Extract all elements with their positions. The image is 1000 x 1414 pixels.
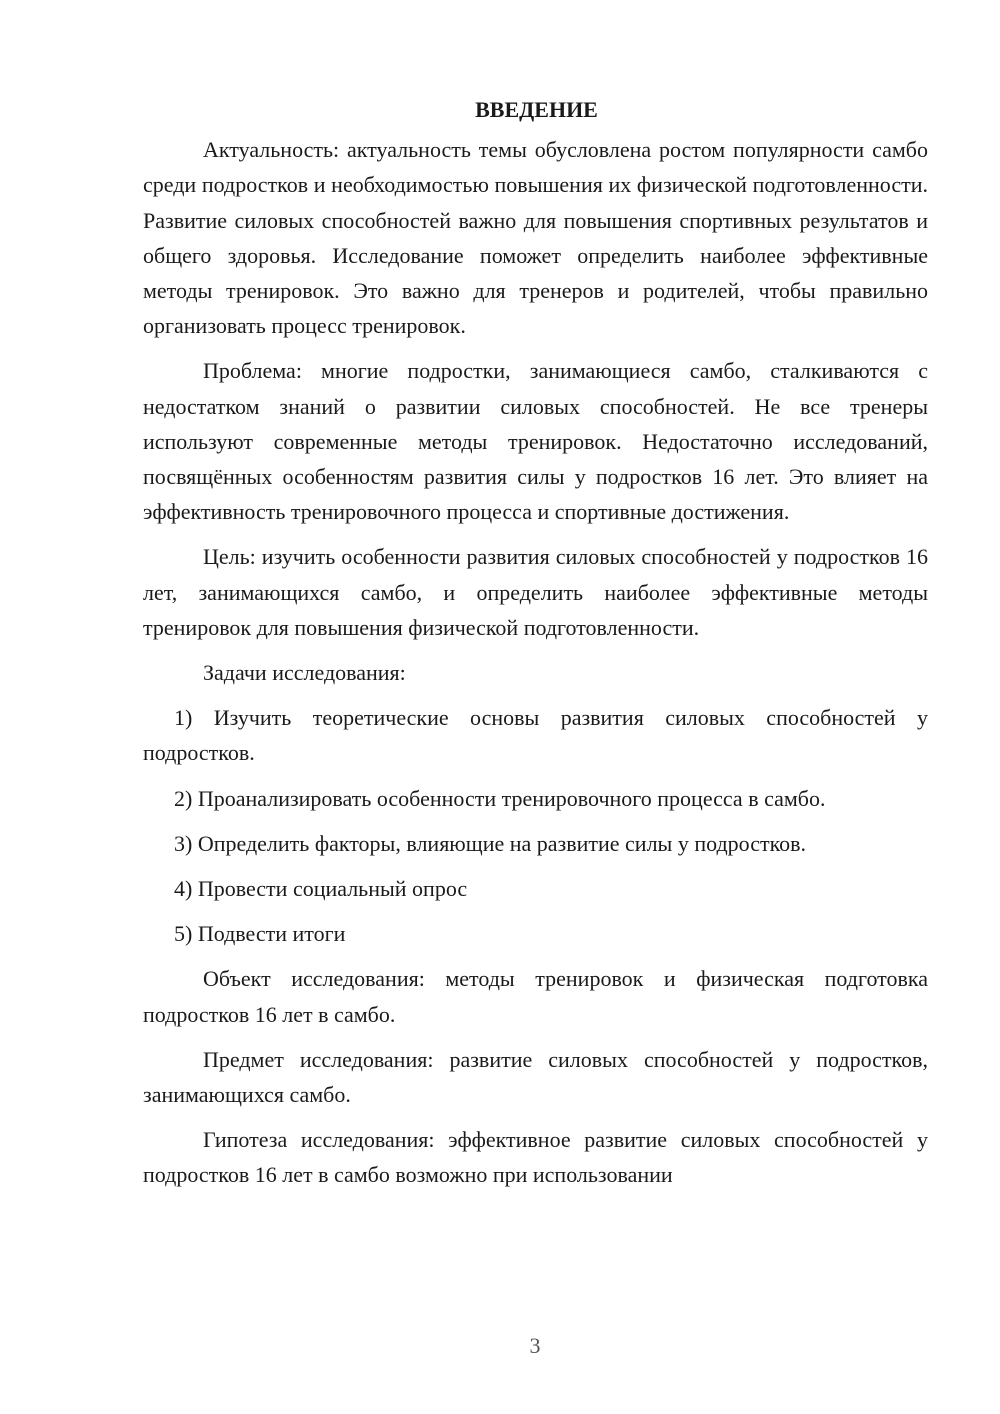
- paragraph-hypothesis: Гипотеза исследования: эффективное развитие силовых способностей у подростков 16 лет в самбо возможно при использовании: [143, 1127, 928, 1188]
- task-item-4: 4) Провести социальный опрос: [174, 876, 468, 902]
- paragraph-relevance: Актуальность: актуальность темы обусловлена ростом популярности самбо среди подростков и необходимостью повышения их физической подготовленности. Развитие силовых способностей важно для повышения спортивных результатов и общего здоровья. Исследование поможет определить наиболее эффективные методы тренировок. Это важно для тренеров и родителей, чтобы правильно организовать процесс тренировок.: [143, 137, 928, 339]
- paragraph-tasks-heading: Задачи исследования:: [203, 660, 406, 686]
- page-number: 3: [529, 1333, 541, 1358]
- section-title: ВВЕДЕНИЕ: [475, 97, 598, 122]
- task-item-5: 5) Подвести итоги: [174, 921, 346, 947]
- task-item-1: 1) Изучить теоретические основы развития силовых способностей у подростков.: [143, 705, 928, 766]
- paragraph-subject: Предмет исследования: развитие силовых способностей у подростков, занимающихся самбо.: [143, 1046, 928, 1108]
- paragraph-problem: Проблема: многие подростки, занимающиеся самбо, сталкиваются с недостатком знаний о развитии силовых способностей. Не все тренеры используют современные методы тренировок. Недостаточно исследований, посвящённых особенностям развития силы у подростков 16 лет. Это влияет на эффективность тренировочного процесса и спортивные достижения.: [143, 358, 928, 525]
- paragraph-goal: Цель: изучить особенности развития силовых способностей у подростков 16 лет, занимающихся самбо, и определить наиболее эффективные методы тренировок для повышения физической подготовленности.: [143, 544, 928, 640]
- task-item-2: 2) Проанализировать особенности тренировочного процесса в самбо.: [174, 785, 826, 811]
- page-content: [143, 92, 928, 1203]
- paragraph-object: Объект исследования: методы тренировок и физическая подготовка подростков 16 лет в самбо.: [143, 966, 928, 1027]
- task-item-3: 3) Определить факторы, влияющие на развитие силы у подростков.: [174, 830, 807, 856]
